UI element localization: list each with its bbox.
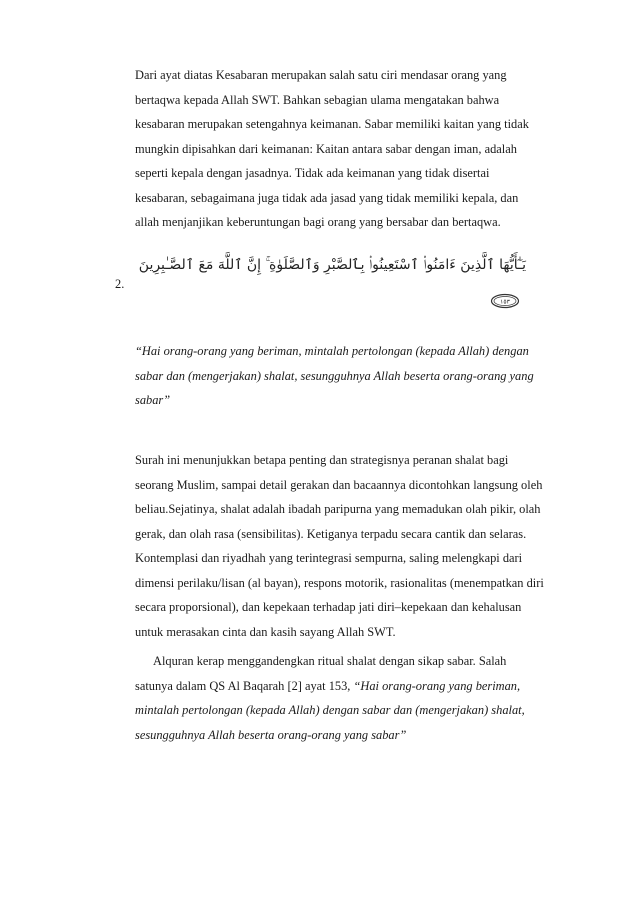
translation-line: sabar” [135,393,171,407]
paragraph-line: Alquran kerap menggandengkan ritual shalat dengan sikap sabar. Salah [153,654,507,668]
arabic-verse-text: يَـٰٓأَيُّهَا ٱلَّذِينَ ءَامَنُوا۟ ٱسْتَعِينُوا۟ بِٱلصَّبْرِ وَٱلصَّلَوٰةِ ۚ إِنَّ ٱللَّهَ مَعَ ٱلصَّـٰبِرِينَ [138,257,526,273]
translation-line: sabar dan (mengerjakan) shalat, sesungguhnya Allah beserta orang-orang yang [135,368,534,383]
verse-number: ١٥٣ [500,298,510,306]
quote-line: mintalah pertolongan (kepada Allah) dengan sabar dan (mengerjakan) shalat, [135,703,525,717]
quote-line: sesungguhnya Allah beserta orang-orang yang sabar” [135,727,407,742]
list-item-number: 2. [115,277,125,291]
paragraph-line: mungkin dipisahkan dari keimanan: Kaitan antara sabar dengan iman, adalah [135,141,517,156]
paragraph-line: kesabaran, sebagaimana juga tidak ada jasad yang tidak memiliki kepala, dan [135,190,519,205]
paragraph-line: beliau.Sejatinya, shalat adalah ibadah paripurna yang memadukan olah pikir, olah [135,502,541,516]
paragraph-line: secara proporsional), dan kepekaan terhadap jati diri–kepekaan dan kehalusan [135,600,522,614]
paragraph-line: allah menjanjikan keberuntungan bagi orang yang bersabar dan bertaqwa. [135,215,501,229]
paragraph-text: satunya dalam QS Al Baqarah [2] ayat 153, [135,678,354,693]
paragraph-intro [135,63,575,235]
paragraph-line: bertaqwa kepada Allah SWT. Bahkan sebagian ulama mengatakan bahwa [135,92,500,107]
paragraph-line: kesabaran merupakan setengahnya keimanan. Sabar memiliki kaitan yang tidak [135,117,529,131]
paragraph-line: untuk merasakan cinta dan kasih sayang Allah SWT. [135,624,396,639]
translation-line: “Hai orang-orang yang beriman, mintalah pertolongan (kepada Allah) dengan [135,344,529,358]
verse-number-badge-icon [490,293,520,309]
arabic-verse-block [138,255,540,310]
paragraph-line: Dari ayat diatas Kesabaran merupakan salah satu ciri mendasar orang yang [135,68,507,82]
quote-text: “Hai orang-orang yang beriman, [353,678,521,693]
paragraph-line: gerak, dan olah rasa (sensibilitas). Ketiganya terpadu secara cantik dan selaras. [135,526,527,541]
paragraph-line: dimensi perilaku/lisan (al bayan), respons motorik, rasionalitas (menempatkan diri [135,575,544,590]
verse-translation [135,339,575,413]
paragraph-line: seorang Muslim, sampai detail gerakan dan bacaannya dicontohkan langsung oleh [135,477,543,492]
paragraph-line: Kontemplasi dan riyadhah yang terintegrasi sempurna, saling melengkapi dari [135,551,523,565]
paragraph-conclusion [135,649,575,747]
paragraph-explanation [135,448,575,644]
paragraph-line [135,674,575,699]
paragraph-line: Surah ini menunjukkan betapa penting dan strategisnya peranan shalat bagi [135,453,509,467]
paragraph-line: seperti kepala dengan jasadnya. Tidak ada keimanan yang tidak disertai [135,166,490,180]
